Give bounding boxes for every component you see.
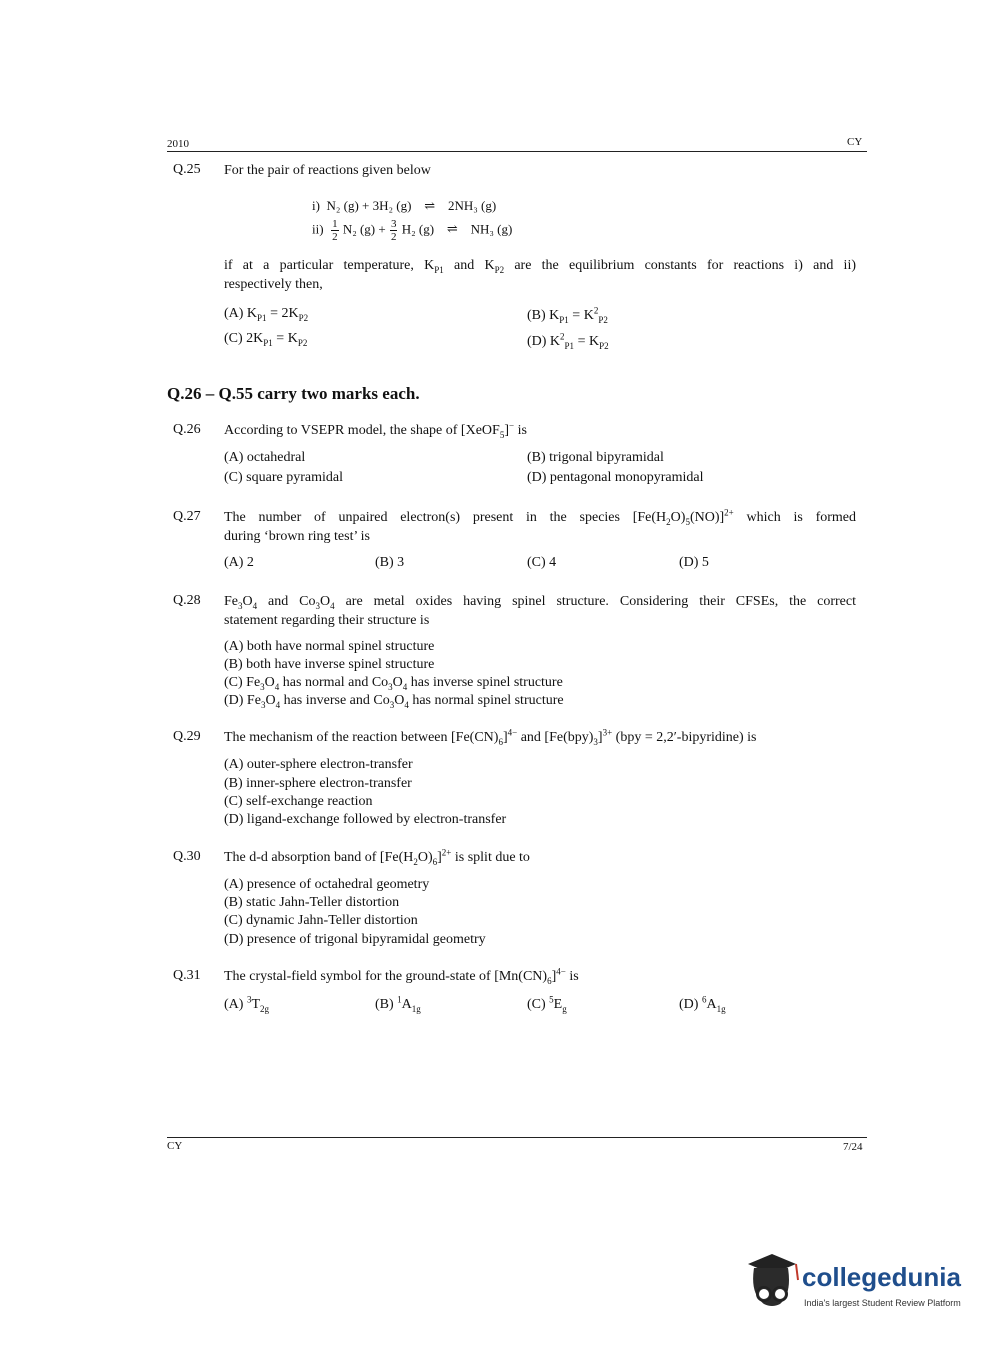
q27-option-a[interactable]: (A) 2 — [224, 555, 254, 570]
q31-option-a[interactable]: (A) $^3T_{2g}$ — [224, 994, 269, 1014]
q31-option-b[interactable]: (B) $^1A_{1g}$ — [375, 994, 421, 1014]
q25-number: Q.25 — [173, 162, 201, 177]
q29-option-b[interactable]: (B) inner-sphere electron-transfer — [224, 776, 412, 791]
q27-number: Q.27 — [173, 509, 201, 524]
q30-option-a[interactable]: (A) presence of octahedral geometry — [224, 877, 430, 892]
q28-option-d[interactable]: (D) $Fe_3O_4$ has inverse and $Co_3O_4$ has normal spinel structure — [224, 693, 564, 710]
q25-condition-line2: respectively then, — [224, 277, 323, 292]
header-year: 2010 — [167, 138, 189, 150]
q25-option-d[interactable]: (D) $K^2_{P1} = K_{P2}$ — [527, 331, 609, 351]
logo-brand: collegedunia — [802, 1262, 961, 1292]
header-code: CY — [847, 136, 863, 148]
q25-condition: if at a particular temperature, $K_{P1}$ and $K_{P2}$ are the equilibrium constants for reactions i) and ii) — [224, 258, 857, 275]
q25-option-c[interactable]: (C) $2K_{P1} = K_{P2}$ — [224, 331, 308, 348]
q26-number: Q.26 — [173, 422, 201, 437]
q30-option-b[interactable]: (B) static Jahn-Teller distortion — [224, 895, 400, 910]
footer-page-number: 7/24 — [843, 1141, 863, 1153]
q29-option-a[interactable]: (A) outer-sphere electron-transfer — [224, 757, 413, 772]
q26-option-d[interactable]: (D) pentagonal monopyramidal — [527, 470, 704, 485]
q31-option-d[interactable]: (D) $^6A_{1g}$ — [679, 994, 726, 1014]
equilibrium-arrow-icon: ⇌ — [424, 198, 436, 213]
section-title: Q.26 – Q.55 carry two marks each. — [167, 384, 420, 403]
header-rule — [167, 151, 867, 152]
q25-option-b[interactable]: (B) $K_{P1} = K^2_{P2}$ — [527, 305, 608, 325]
q28-option-c[interactable]: (C) $Fe_3O_4$ has normal and $Co_3O_4$ has inverse spinel structure — [224, 675, 563, 692]
q29-option-c[interactable]: (C) self-exchange reaction — [224, 794, 373, 809]
q27-option-c[interactable]: (C) 4 — [527, 555, 557, 570]
q25-reaction-2: ii) $\frac{1}{2}$ N₂ (g) + $\frac{3}{2}$ H₂ (g) ⇌ NH₃ (g) — [312, 218, 513, 243]
q28-option-a[interactable]: (A) both have normal spinel structure — [224, 639, 435, 654]
q30-option-d[interactable]: (D) presence of trigonal bipyramidal geometry — [224, 932, 486, 947]
q27-option-b[interactable]: (B) 3 — [375, 555, 405, 570]
q27-option-d[interactable]: (D) 5 — [679, 555, 709, 570]
q25-option-a[interactable]: (A) $K_{P1} = 2K_{P2}$ — [224, 306, 309, 323]
graduate-mascot-icon — [742, 1250, 802, 1320]
q30-number: Q.30 — [173, 849, 201, 864]
q31-option-c[interactable]: (C) $^5E_g$ — [527, 994, 567, 1014]
q26-option-a[interactable]: (A) octahedral — [224, 450, 306, 465]
q29-number: Q.29 — [173, 729, 201, 744]
collegedunia-logo[interactable] — [742, 1250, 972, 1320]
q31-number: Q.31 — [173, 968, 201, 983]
q25-reaction-1: i) N₂ (g) + 3H₂ (g) ⇌ 2NH₃ (g) — [312, 198, 497, 213]
q31-text: The crystal-field symbol for the ground-state of $[Mn(CN)_6]^{4-}$ is — [224, 966, 579, 986]
q27-text-line2: during ‘brown ring test’ is — [224, 529, 370, 544]
q26-option-c[interactable]: (C) square pyramidal — [224, 470, 343, 485]
q26-option-b[interactable]: (B) trigonal bipyramidal — [527, 450, 664, 465]
q30-text: The d-d absorption band of $[Fe(H_2O)_6]^{2+}$ is split due to — [224, 847, 530, 867]
equilibrium-arrow-icon: ⇌ — [446, 221, 458, 237]
logo-tagline: India's largest Student Review Platform — [804, 1298, 961, 1308]
q28-option-b[interactable]: (B) both have inverse spinel structure — [224, 657, 435, 672]
q29-option-d[interactable]: (D) ligand-exchange followed by electron-transfer — [224, 812, 507, 827]
q28-text-line2: statement regarding their structure is — [224, 613, 430, 628]
q25-text: For the pair of reactions given below — [224, 163, 431, 178]
footer-code: CY — [167, 1140, 183, 1152]
footer-rule — [167, 1137, 867, 1138]
q28-text: $Fe_3O_4$ and $Co_3O_4$ are metal oxides having spinel structure. Considering their CFSEs, the correct — [224, 594, 856, 611]
q30-option-c[interactable]: (C) dynamic Jahn-Teller distortion — [224, 913, 418, 928]
q27-text: The number of unpaired electron(s) present in the species $[Fe(H_2O)_5(NO)]^{2+}$ which is formed — [224, 507, 856, 527]
q26-text: According to VSEPR model, the shape of [XeOF$_5$]− is — [224, 420, 527, 440]
q29-text: The mechanism of the reaction between $[Fe(CN)_6]^{4-}$ and $[Fe(bpy)_3]^{3+}$ (bpy = 2,2′-bipyridine) is — [224, 727, 757, 747]
q28-number: Q.28 — [173, 593, 201, 608]
